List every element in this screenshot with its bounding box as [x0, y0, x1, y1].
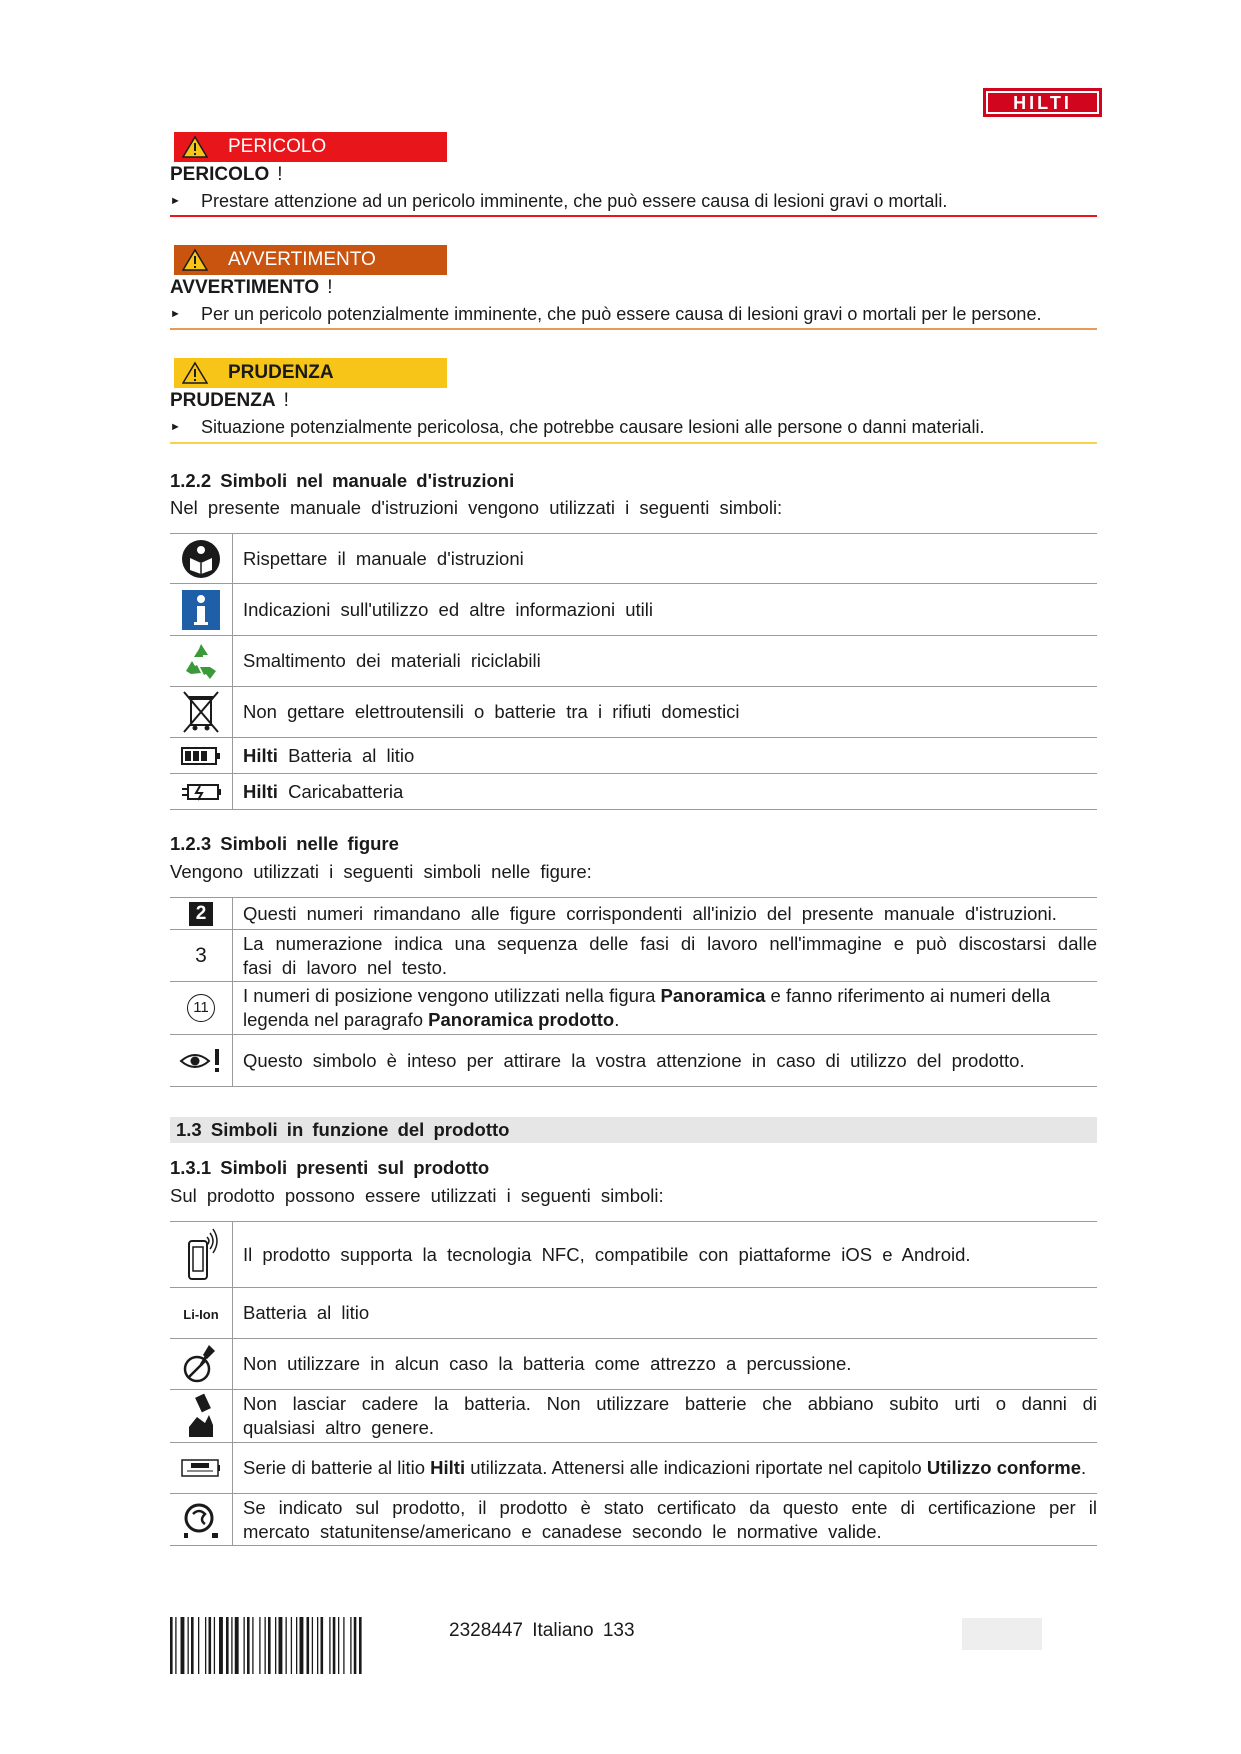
page-number: 133 — [602, 1620, 635, 1641]
intro-1-2-2: Nel presente manuale d'istruzioni vengono utilizzati i seguenti simboli: — [170, 497, 783, 518]
symbols-product-table — [170, 1221, 1097, 1546]
symbol-description: Se indicato sul prodotto, il prodotto è stato certificato da questo ente di certificazione per il mercato statunitense/americano e canadese secondo le normative valide. — [233, 1494, 1098, 1546]
csa-cert-icon — [181, 1500, 221, 1540]
symbol-description: Non lasciar cadere la batteria. Non utilizzare batterie che abbiano subito urti o danni di qualsiasi altro genere. — [233, 1390, 1098, 1443]
table-row — [170, 636, 1097, 687]
heading-1-3-1: 1.3.1 Simboli presenti sul prodotto — [170, 1157, 490, 1178]
table-row — [170, 1339, 1097, 1390]
warning-text: ► Per un pericolo potenzialmente imminente, che può essere causa di lesioni gravi o mortali per le persone. — [170, 304, 1042, 324]
charger-icon — [180, 781, 222, 803]
symbol-description: Questo simbolo è inteso per attirare la vostra attenzione in caso di utilizzo del prodotto. — [233, 1035, 1098, 1087]
position-number-icon: 11 — [187, 994, 215, 1022]
table-row — [170, 1443, 1097, 1494]
warning-banner-label: AVVERTIMENTO — [228, 249, 376, 270]
danger-rule — [170, 215, 1097, 217]
caution-title: PRUDENZA ! — [170, 390, 289, 411]
attention-eye-icon — [179, 1047, 223, 1075]
symbol-description: Non utilizzare in alcun caso la batteria come attrezzo a percussione. — [233, 1339, 1098, 1390]
footer-info — [449, 1620, 635, 1642]
table-row — [170, 1494, 1097, 1546]
table-row — [170, 1288, 1097, 1339]
danger-title: PERICOLO ! — [170, 164, 283, 185]
footer-language: Italiano — [532, 1620, 594, 1641]
warning-title: AVVERTIMENTO ! — [170, 277, 333, 298]
barcode — [170, 1617, 425, 1674]
intro-1-2-3: Vengono utilizzati i seguenti simboli nelle figure: — [170, 861, 592, 882]
danger-banner — [174, 132, 447, 162]
table-row — [170, 930, 1097, 982]
table-row — [170, 982, 1097, 1035]
warning-triangle-icon — [182, 361, 208, 385]
drop-battery-icon — [183, 1393, 219, 1439]
heading-1-2-2: 1.2.2 Simboli nel manuale d'istruzioni — [170, 470, 515, 491]
symbol-description: Questi numeri rimandano alle figure corrispondenti all'inizio del presente manuale d'istruzioni. — [233, 898, 1098, 930]
intro-1-3-1: Sul prodotto possono essere utilizzati i seguenti simboli: — [170, 1185, 664, 1206]
symbol-description: Rispettare il manuale d'istruzioni — [233, 534, 1098, 584]
bullet-arrow-icon: ► — [170, 308, 181, 320]
recycle-icon — [181, 641, 221, 681]
battery-icon — [181, 746, 221, 766]
table-row — [170, 898, 1097, 930]
table-row — [170, 1222, 1097, 1288]
table-row — [170, 774, 1097, 810]
symbols-figures-table — [170, 897, 1097, 1087]
hilti-battery-series-icon — [181, 1458, 221, 1478]
table-row — [170, 1390, 1097, 1443]
warning-triangle-icon — [182, 248, 208, 272]
symbol-description: Non gettare elettroutensili o batterie tra i rifiuti domestici — [233, 687, 1098, 738]
symbol-description: Hilti Caricabatteria — [233, 774, 1098, 810]
caution-text: ► Situazione potenzialmente pericolosa, che potrebbe causare lesioni alle persone o danni materiali. — [170, 417, 985, 437]
heading-1-2-3: 1.2.3 Simboli nelle figure — [170, 833, 399, 854]
table-row — [170, 584, 1097, 636]
nfc-phone-icon — [183, 1227, 219, 1283]
caution-banner-label: PRUDENZA — [228, 362, 334, 383]
danger-banner-label: PERICOLO — [228, 136, 327, 157]
symbol-description: Smaltimento dei materiali riciclabili — [233, 636, 1098, 687]
heading-1-3: 1.3 Simboli in funzione del prodotto — [170, 1117, 1097, 1143]
footer-box — [962, 1618, 1042, 1650]
read-manual-icon — [181, 539, 221, 579]
table-row — [170, 738, 1097, 774]
symbol-description: Serie di batterie al litio Hilti utilizzata. Attenersi alle indicazioni riportate nel capitolo Utilizzo conforme. — [233, 1443, 1098, 1494]
bullet-arrow-icon: ► — [170, 195, 181, 207]
symbol-description: Il prodotto supporta la tecnologia NFC, compatibile con piattaforme iOS e Android. — [233, 1222, 1098, 1288]
symbol-description: Hilti Batteria al litio — [233, 738, 1098, 774]
figure-number-icon: 2 — [189, 902, 213, 926]
crossed-bin-icon — [181, 690, 221, 734]
symbol-description: Indicazioni sull'utilizzo ed altre informazioni utili — [233, 584, 1098, 636]
symbol-description: I numeri di posizione vengono utilizzati nella figura Panoramica e fanno riferimento ai numeri della legenda nel paragrafo Panoramica prodotto. — [233, 982, 1098, 1035]
table-row — [170, 534, 1097, 584]
caution-banner — [174, 358, 447, 388]
caution-rule — [170, 442, 1097, 444]
bullet-arrow-icon: ► — [170, 421, 181, 433]
danger-text: ► Prestare attenzione ad un pericolo imminente, che può essere causa di lesioni gravi o mortali. — [170, 191, 948, 211]
doc-number: 2328447 — [449, 1620, 523, 1641]
symbols-manual-table — [170, 533, 1097, 810]
table-row — [170, 687, 1097, 738]
no-hammer-icon — [181, 1343, 221, 1385]
step-number-icon: 3 — [195, 943, 207, 967]
info-icon — [182, 590, 220, 630]
warning-banner — [174, 245, 447, 275]
symbol-description: La numerazione indica una sequenza delle fasi di lavoro nell'immagine e può discostarsi dalle fasi di lavoro nel testo. — [233, 930, 1098, 982]
table-row — [170, 1035, 1097, 1087]
warning-triangle-icon — [182, 135, 208, 159]
symbol-description: Batteria al litio — [233, 1288, 1098, 1339]
hilti-logo — [983, 88, 1102, 117]
warning-rule — [170, 328, 1097, 330]
svg-text:HILTI: HILTI — [1013, 93, 1072, 113]
li-ion-label: Li-Ion — [183, 1307, 219, 1322]
